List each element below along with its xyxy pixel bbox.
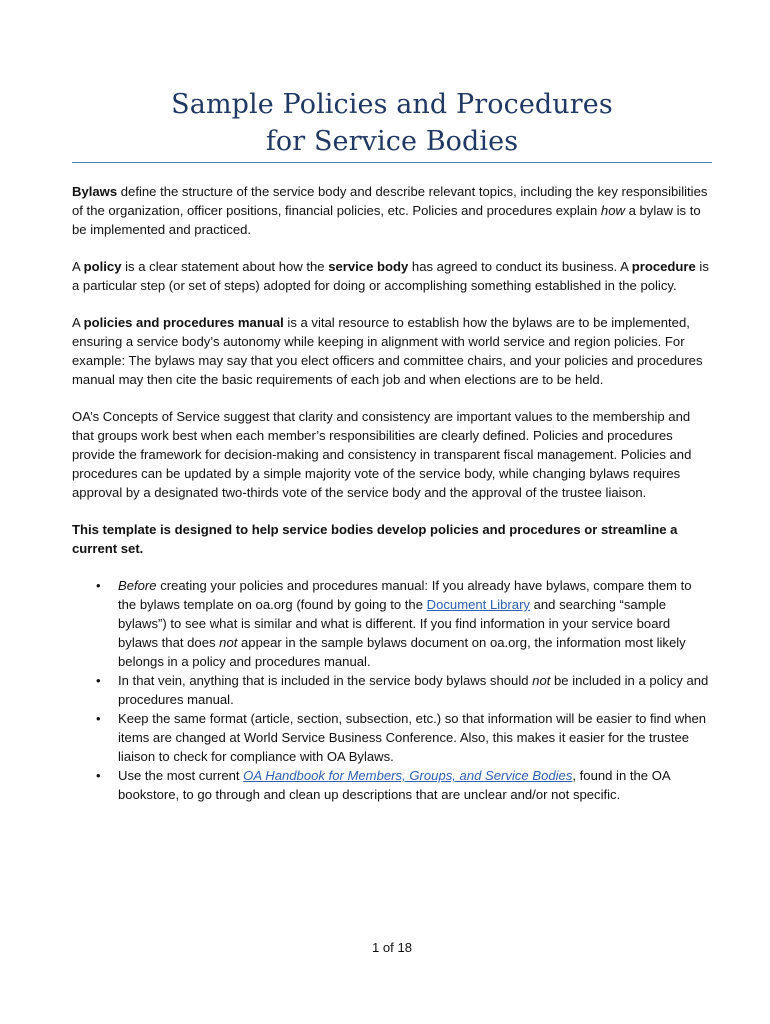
emphasis-before: Before [118, 578, 157, 593]
text-span: appear in the sample bylaws document on oa.org, the information most likely belongs in a policy and procedures manual. [118, 635, 686, 669]
term-service-body: service body [328, 259, 409, 274]
term-procedure: procedure [631, 259, 696, 274]
bullet-icon: • [96, 711, 101, 726]
term-policy: policy [83, 259, 122, 274]
list-item [72, 576, 712, 671]
text-span: Keep the same format (article, section, subsection, etc.) so that information will be easier to find when items are changed at World Service Business Conference. Also, this makes it easier for the trustee liaison to check for compliance with OA Bylaws. [118, 711, 707, 764]
document-title [72, 86, 712, 160]
text-span: A [72, 259, 84, 274]
text-span: is a vital resource to establish how the bylaws are to be implemented, ensuring a service body’s autonomy while keeping in alignment with world service and region policies. For example: The bylaws may say that you elect officers and committee chairs, and your policies and procedures manual may then cite the basic requirements of each job and when elections are to be held. [72, 315, 703, 387]
list-item [72, 709, 712, 766]
emphasis-how: how [600, 203, 625, 218]
paragraph-bylaws [72, 182, 712, 239]
text-span: Use the most current [118, 768, 244, 783]
title-line-1: Sample Policies and Procedures [171, 89, 613, 120]
list-item [72, 671, 712, 709]
text-span: and searching “sample bylaws”) to see what is similar and what is different. If you find information in your service board bylaws that does [118, 597, 671, 650]
paragraph-concepts: OA’s Concepts of Service suggest that clarity and consistency are important values to the membership and that groups work best when each member’s responsibilities are clearly defined. Policies and procedures provide the framework for decision-making and consistency in transparent fiscal management. Policies and procedures can be updated by a simple majority vote of the service body, while changing bylaws requires approval by a designated two-thirds vote of the service body and the approval of the trustee liaison. [72, 409, 692, 500]
bullet-icon: • [96, 578, 101, 593]
text-span: a bylaw is to be implemented and practiced. [72, 203, 701, 237]
paragraph-template-note [72, 520, 712, 558]
text-span: is a clear statement about how the [121, 259, 329, 274]
emphasis-not: not [219, 635, 238, 650]
text-span: has agreed to conduct its business. A [408, 259, 632, 274]
text-span: In that vein, anything that is included in the service body bylaws should [118, 673, 533, 688]
title-line-2: for Service Bodies [265, 126, 519, 157]
paragraph-manual [72, 313, 712, 389]
bullet-icon: • [96, 673, 101, 688]
template-note-bold: This template is designed to help service bodies develop policies and procedures or streamline a current set. [72, 522, 678, 556]
document-body [72, 182, 712, 804]
text-span: , found in the OA bookstore, to go through and clean up descriptions that are unclear and/or not specific. [118, 768, 670, 802]
text-span: is a particular step (or set of steps) adopted for doing or accomplishing something established in the policy. [72, 259, 709, 293]
bullet-icon: • [96, 768, 101, 783]
text-span: define the structure of the service body and describe relevant topics, including the key responsibilities of the organization, officer positions, financial policies, etc. Policies and procedures explain [72, 184, 708, 218]
page-number: 1 of 18 [371, 940, 413, 955]
bullet-list [72, 576, 712, 804]
text-span: A [72, 315, 84, 330]
text-span: be included in a policy and procedures manual. [118, 673, 709, 707]
oa-handbook-link[interactable]: OA Handbook for Members, Groups, and Service Bodies [243, 768, 573, 783]
document-page [72, 0, 712, 1024]
list-item [72, 766, 712, 804]
emphasis-not: not [532, 673, 551, 688]
document-library-link[interactable]: Document Library [426, 597, 530, 612]
title-underline-rule [72, 162, 712, 163]
term-bylaws: Bylaws [72, 184, 118, 199]
paragraph-policy [72, 257, 712, 295]
text-span: creating your policies and procedures manual: If you already have bylaws, compare them to the bylaws template on oa.org (found by going to the [118, 578, 692, 612]
term-manual: policies and procedures manual [83, 315, 284, 330]
